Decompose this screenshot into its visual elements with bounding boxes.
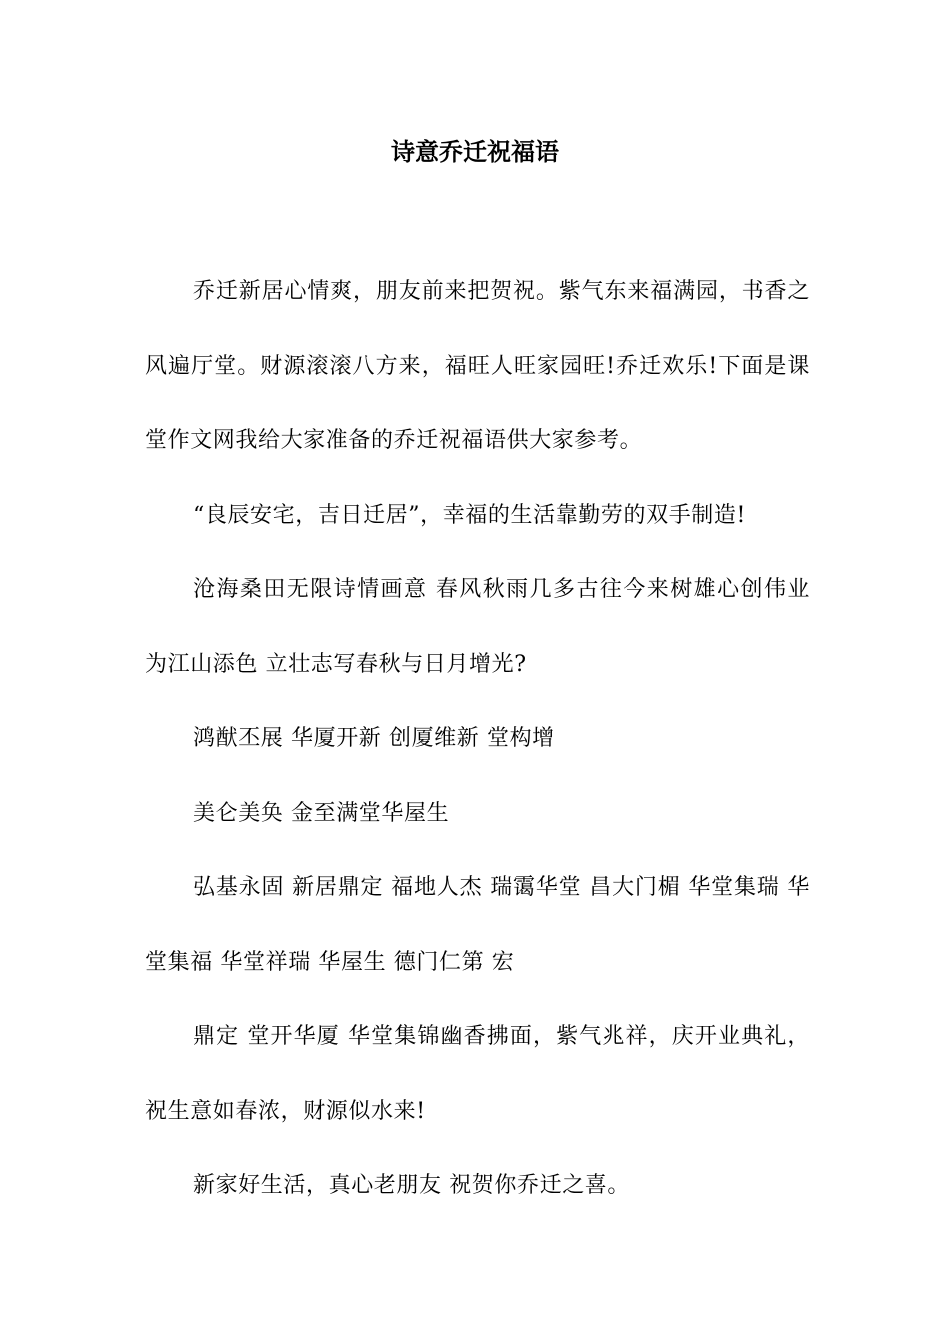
paragraph: 鼎定 堂开华厦 华堂集锦幽香拂面，紫气兆祥，庆开业典礼，祝生意如春浓，财源似水来! xyxy=(145,1024,810,1124)
paragraph: 美仑美奂 金至满堂华屋生 xyxy=(193,800,450,826)
paragraph: 弘基永固 新居鼎定 福地人杰 瑞霭华堂 昌大门楣 华堂集瑞 华堂集福 华堂祥瑞 华屋生 德门仁第 宏 xyxy=(145,875,810,975)
paragraph: 新家好生活，真心老朋友 祝贺你乔迁之喜。 xyxy=(193,1173,630,1198)
paragraph: “良辰安宅，吉日迁居”，幸福的生活靠勤劳的双手制造! xyxy=(193,502,746,528)
paragraph: 乔迁新居心情爽，朋友前来把贺祝。紫气东来福满园，书香之风遍厅堂。财源滚滚八方来，福旺人旺家园旺!乔迁欢乐!下面是课堂作文网我给大家准备的乔迁祝福语供大家参考。 xyxy=(145,279,810,453)
page-title: 诗意乔迁祝福语 xyxy=(391,137,559,166)
paragraph: 沧海桑田无限诗情画意 春风秋雨几多古往今来树雄心创伟业为江山添色 立壮志写春秋与日月增光? xyxy=(145,577,810,677)
paragraph: 鸿猷丕展 华厦开新 创厦维新 堂构增 xyxy=(193,726,555,751)
document-body xyxy=(145,255,810,1224)
